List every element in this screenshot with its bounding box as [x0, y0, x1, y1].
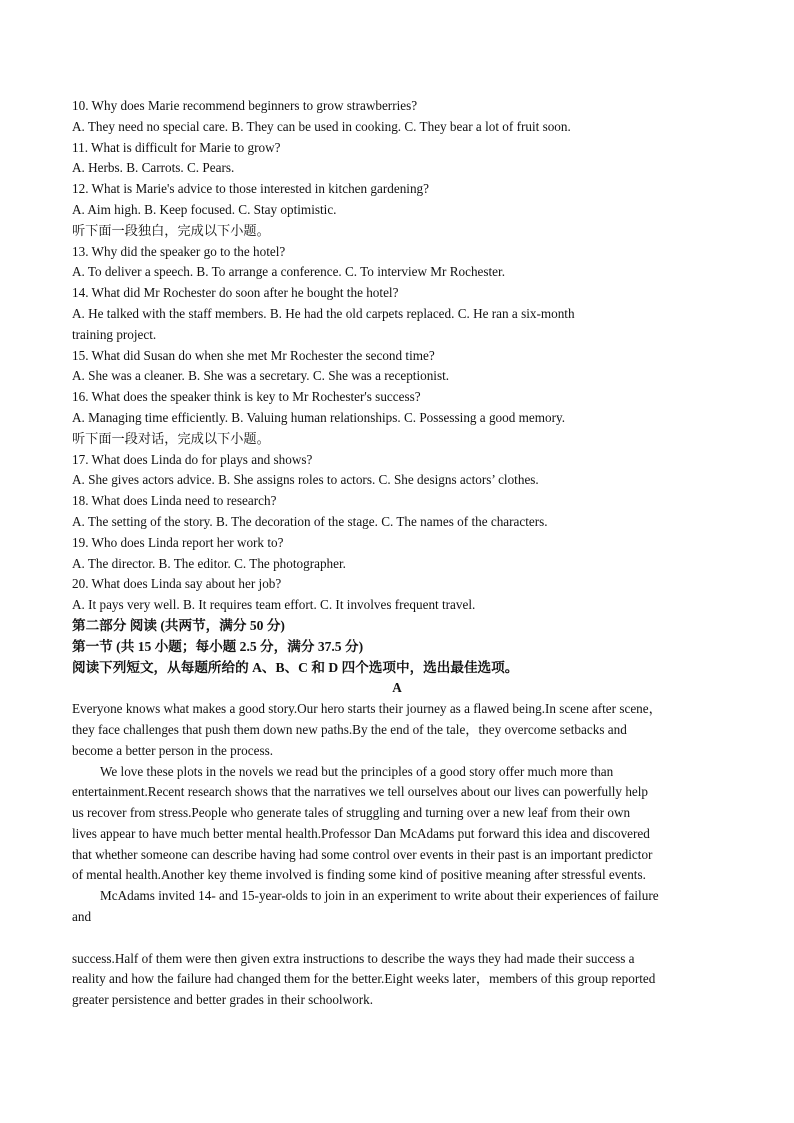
passage-line: Everyone knows what makes a good story.Our hero starts their journey as a flawed being.In scene after scene，	[72, 701, 662, 717]
passage-line: success.Half of them were then given extra instructions to describe the ways they had made their success a	[72, 950, 635, 966]
question-line: 15. What did Susan do when she met Mr Rochester the second time?	[72, 347, 435, 363]
section-heading-section-one: 第一节 (共 15 小题；每小题 2.5 分，满分 37.5 分)	[72, 638, 364, 654]
passage-line: they face challenges that push them down new paths.By the end of the tale，they overcome setbacks and	[72, 721, 627, 737]
passage-line: McAdams invited 14- and 15-year-olds to join in an experiment to write about their experiences of failure	[100, 888, 659, 904]
question-line: A. Herbs. B. Carrots. C. Pears.	[72, 160, 235, 176]
section-heading-part-two: 第二部分 阅读 (共两节，满分 50 分)	[72, 617, 285, 633]
question-line: 听下面一段对话，完成以下小题。	[72, 430, 270, 446]
question-line: 14. What did Mr Rochester do soon after he bought the hotel?	[72, 285, 399, 301]
question-line: 12. What is Marie's advice to those interested in kitchen gardening?	[72, 181, 429, 197]
blank-line	[72, 928, 722, 949]
question-line: 11. What is difficult for Marie to grow?	[72, 139, 281, 155]
exam-page	[72, 96, 722, 1011]
question-line: 18. What does Linda need to research?	[72, 493, 277, 509]
passage-line: lives appear to have much better mental health.Professor Dan McAdams put forward this idea and discovered	[72, 825, 650, 841]
passage-line: us recover from stress.People who generate tales of struggling and turning over a new leaf from their own	[72, 805, 631, 821]
passage-letter: A	[392, 680, 402, 696]
section-instruction: 阅读下列短文，从每题所给的 A、B、C 和 D 四个选项中，选出最佳选项。	[72, 659, 519, 675]
reading-passage-a	[72, 699, 722, 1011]
question-line: A. The setting of the story. B. The decoration of the stage. C. The names of the characters.	[72, 513, 548, 529]
question-line: A. To deliver a speech. B. To arrange a conference. C. To interview Mr Rochester.	[72, 264, 506, 280]
passage-line: and	[72, 909, 92, 925]
question-line: A. It pays very well. B. It requires team effort. C. It involves frequent travel.	[72, 597, 476, 613]
passage-line: greater persistence and better grades in their schoolwork.	[72, 992, 373, 1008]
question-line: A. Managing time efficiently. B. Valuing human relationships. C. Possessing a good memory.	[72, 409, 566, 425]
passage-line: entertainment.Recent research shows that the narratives we tell ourselves about our lives can powerfully help	[72, 784, 649, 800]
question-line: 听下面一段独白，完成以下小题。	[72, 222, 270, 238]
question-line: 20. What does Linda say about her job?	[72, 576, 282, 592]
question-line: A. He talked with the staff members. B. He had the old carpets replaced. C. He ran a six-month	[72, 305, 575, 321]
passage-line: We love these plots in the novels we read but the principles of a good story offer much more than	[100, 763, 614, 779]
passage-line: that whether someone can describe having had some control over events in their past is an important predictor	[72, 846, 653, 862]
question-line: 19. Who does Linda report her work to?	[72, 534, 284, 550]
question-line: 10. Why does Marie recommend beginners to grow strawberries?	[72, 98, 418, 113]
question-line: 16. What does the speaker think is key to Mr Rochester's success?	[72, 389, 421, 405]
question-line: A. She was a cleaner. B. She was a secretary. C. She was a receptionist.	[72, 368, 450, 384]
question-line: 13. Why did the speaker go to the hotel?	[72, 243, 286, 259]
question-line: A. They need no special care. B. They can be used in cooking. C. They bear a lot of fruit soon.	[72, 118, 571, 134]
passage-line: become a better person in the process.	[72, 742, 274, 758]
question-line: A. Aim high. B. Keep focused. C. Stay optimistic.	[72, 201, 337, 217]
passage-line: reality and how the failure had changed them for the better.Eight weeks later，members of this group reported	[72, 971, 656, 987]
listening-questions	[72, 96, 722, 616]
question-line: A. The director. B. The editor. C. The photographer.	[72, 555, 346, 571]
question-line: training project.	[72, 326, 157, 342]
passage-line: of mental health.Another key theme involved is finding some kind of positive meaning after stressful events.	[72, 867, 646, 883]
question-line: 17. What does Linda do for plays and shows?	[72, 451, 313, 467]
question-line: A. She gives actors advice. B. She assigns roles to actors. C. She designs actors’ clothes.	[72, 472, 539, 488]
